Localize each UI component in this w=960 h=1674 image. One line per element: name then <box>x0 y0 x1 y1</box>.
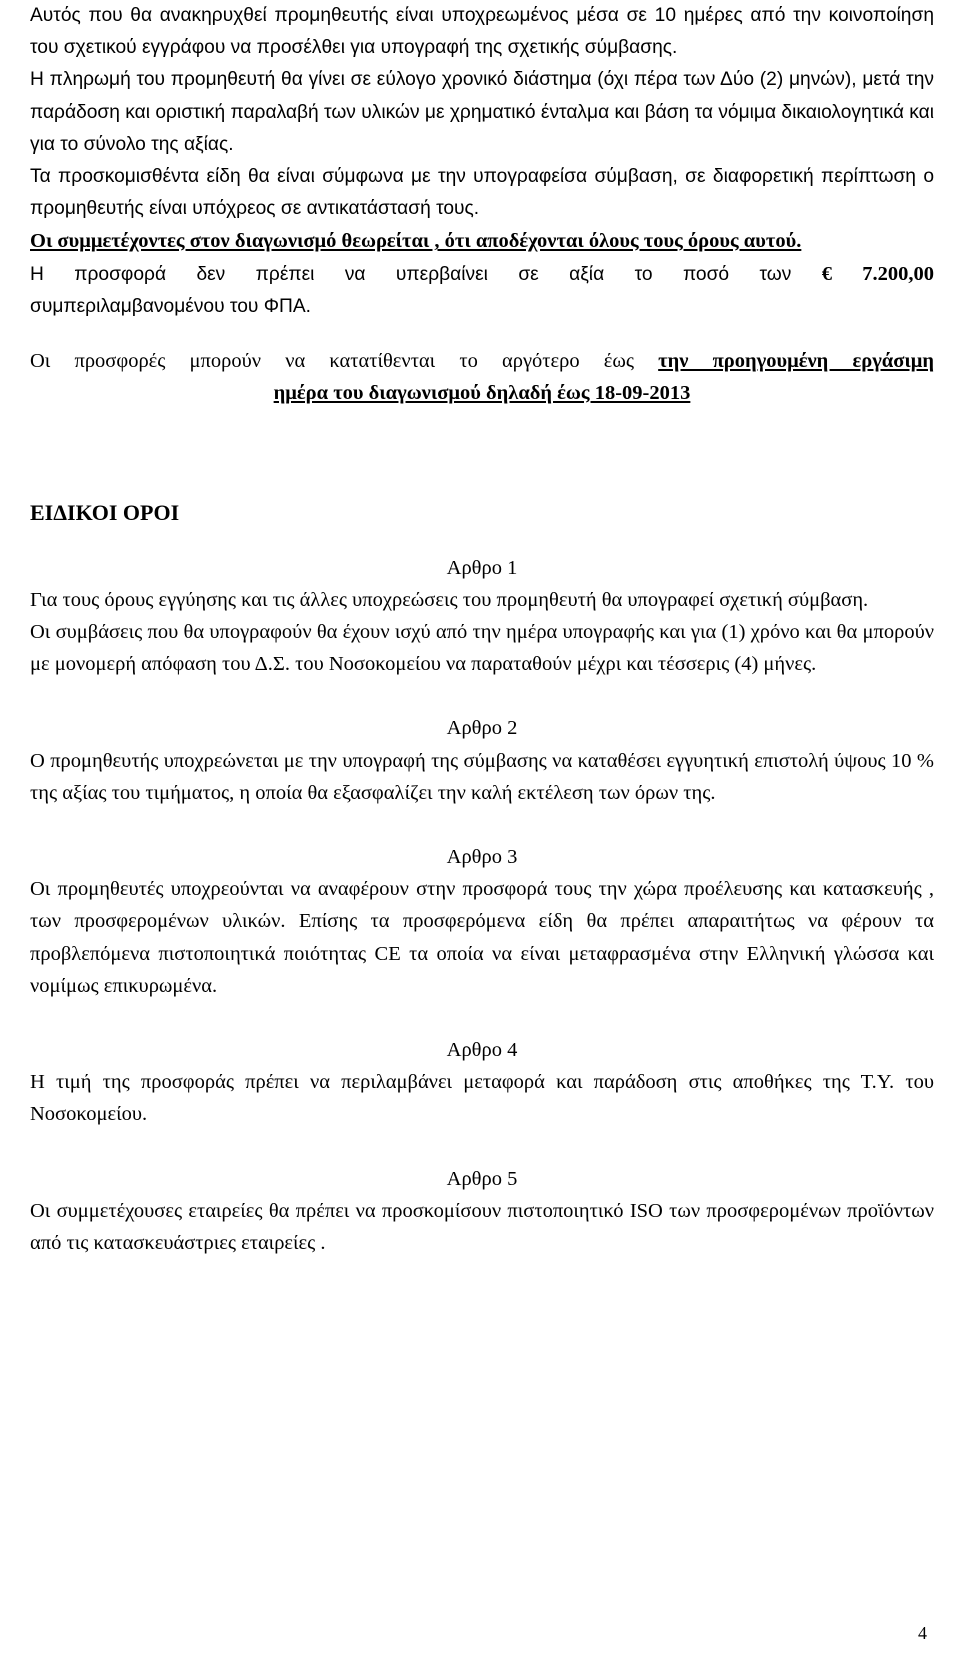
general-terms-block <box>30 0 934 323</box>
article-paragraph: Οι συμβάσεις που θα υπογραφούν θα έχουν ισχύ από την ημέρα υπογραφής και για (1) χρόνο και θα μπορούν με μονομερή απόφαση του Δ.Σ. του Νοσοκομείου να παραταθούν μέχρι και τέσσερις (4) μήνες. <box>30 621 934 676</box>
budget-paragraph <box>30 258 934 291</box>
special-terms-title: ΕΙΔΙΚΟΙ ΟΡΟΙ <box>30 500 180 526</box>
deadline-emphasis-1: την προηγουμένη εργάσιμη <box>658 350 935 373</box>
budget-vat: συμπεριλαμβανομένου του ΦΠΑ. <box>30 295 312 317</box>
award-paragraph: Αυτός που θα ανακηρυχθεί προμηθευτής είναι υποχρεωμένος μέσα σε 10 ημέρες από την κοινοποίηση του σχετικού εγγράφου να προσέλθει για υπογραφή της σχετικής σύμβασης. <box>30 5 934 59</box>
deadline-block <box>30 345 934 409</box>
deadline-line-2 <box>30 377 934 409</box>
article-paragraph: Η τιμή της προσφοράς πρέπει να περιλαμβάνει μεταφορά και παράδοση στις αποθήκες της Τ.Υ. του Νοσοκομείου. <box>30 1071 934 1126</box>
article-title: Αρθρο 5 <box>446 1167 518 1190</box>
deadline-line-1 <box>30 345 934 377</box>
budget-amount: € 7.200,00 <box>821 262 934 285</box>
article-5 <box>30 1163 934 1260</box>
article-title: Αρθρο 4 <box>446 1039 518 1062</box>
article-title: Αρθρο 1 <box>446 556 518 579</box>
deadline-lead: Οι προσφορές μπορούν να κατατίθενται το αργότερο έως <box>30 350 634 373</box>
article-1 <box>30 552 934 681</box>
article-2 <box>30 712 934 809</box>
article-paragraph: Ο προμηθευτής υποχρεώνεται με την υπογραφή της σύμβασης να καταθέσει εγγυητική επιστολή ύψους 10 % της αξίας του τιμήματος, η οποία θα εξασφαλίζει την καλή εκτέλεση των όρων της. <box>30 749 934 804</box>
budget-text: Η προσφορά δεν πρέπει να υπερβαίνει σε αξία το ποσό των <box>30 263 792 285</box>
payment-paragraph: Η πληρωμή του προμηθευτή θα γίνει σε εύλογο χρονικό διάστημα (όχι πέρα των Δύο (2) μηνών), μετά την παράδοση και οριστική παραλαβή των υλικών με χρηματικό ένταλμα και βάση τα νόμιμα δικαιολογητικά και για το σύνολο της αξίας. <box>30 69 934 155</box>
article-4 <box>30 1034 934 1131</box>
document-page <box>30 0 934 1259</box>
article-paragraph: Για τους όρους εγγύησης και τις άλλες υποχρεώσεις του προμηθευτή θα υπογραφεί σχετική σύμβαση. <box>30 588 869 611</box>
article-paragraph: Οι συμμετέχουσες εταιρείες θα πρέπει να προσκομίσουν πιστοποιητικό ISO των προσφερομένων προϊόντων από τις κατασκευάστριες εταιρείες . <box>30 1199 934 1255</box>
deadline-emphasis-2: ημέρα του διαγωνισμού δηλαδή έως 18-09-2013 <box>273 382 691 405</box>
page-number: 4 <box>918 1623 927 1643</box>
article-title: Αρθρο 2 <box>446 717 518 740</box>
article-3 <box>30 841 934 1002</box>
replacement-paragraph: Τα προσκομισθέντα είδη θα είναι σύμφωνα με την υπογραφείσα σύμβαση, σε διαφορετική περίπτωση ο προμηθευτής είναι υπόχρεος σε αντικατάστασή τους. <box>30 166 934 220</box>
article-paragraph: Οι προμηθευτές υποχρεούνται να αναφέρουν στην προσφορά τους την χώρα προέλευσης και κατασκευής , των προσφερομένων υλικών. Επίσης τα προσφερόμενα είδη θα πρέπει απαραιτήτως να φέρουν τα προβλεπόμενα πιστοποιητικά ποιότητας CE τα οποία να είναι μεταφρασμένα στην Ελληνική γλώσσα και νομίμως επικυρωμένα. <box>30 878 934 997</box>
acceptance-paragraph: Οι συμμετέχοντες στον διαγωνισμό θεωρείται , ότι αποδέχονται όλους τους όρους αυτού. <box>30 230 802 253</box>
article-title: Αρθρο 3 <box>446 846 518 869</box>
